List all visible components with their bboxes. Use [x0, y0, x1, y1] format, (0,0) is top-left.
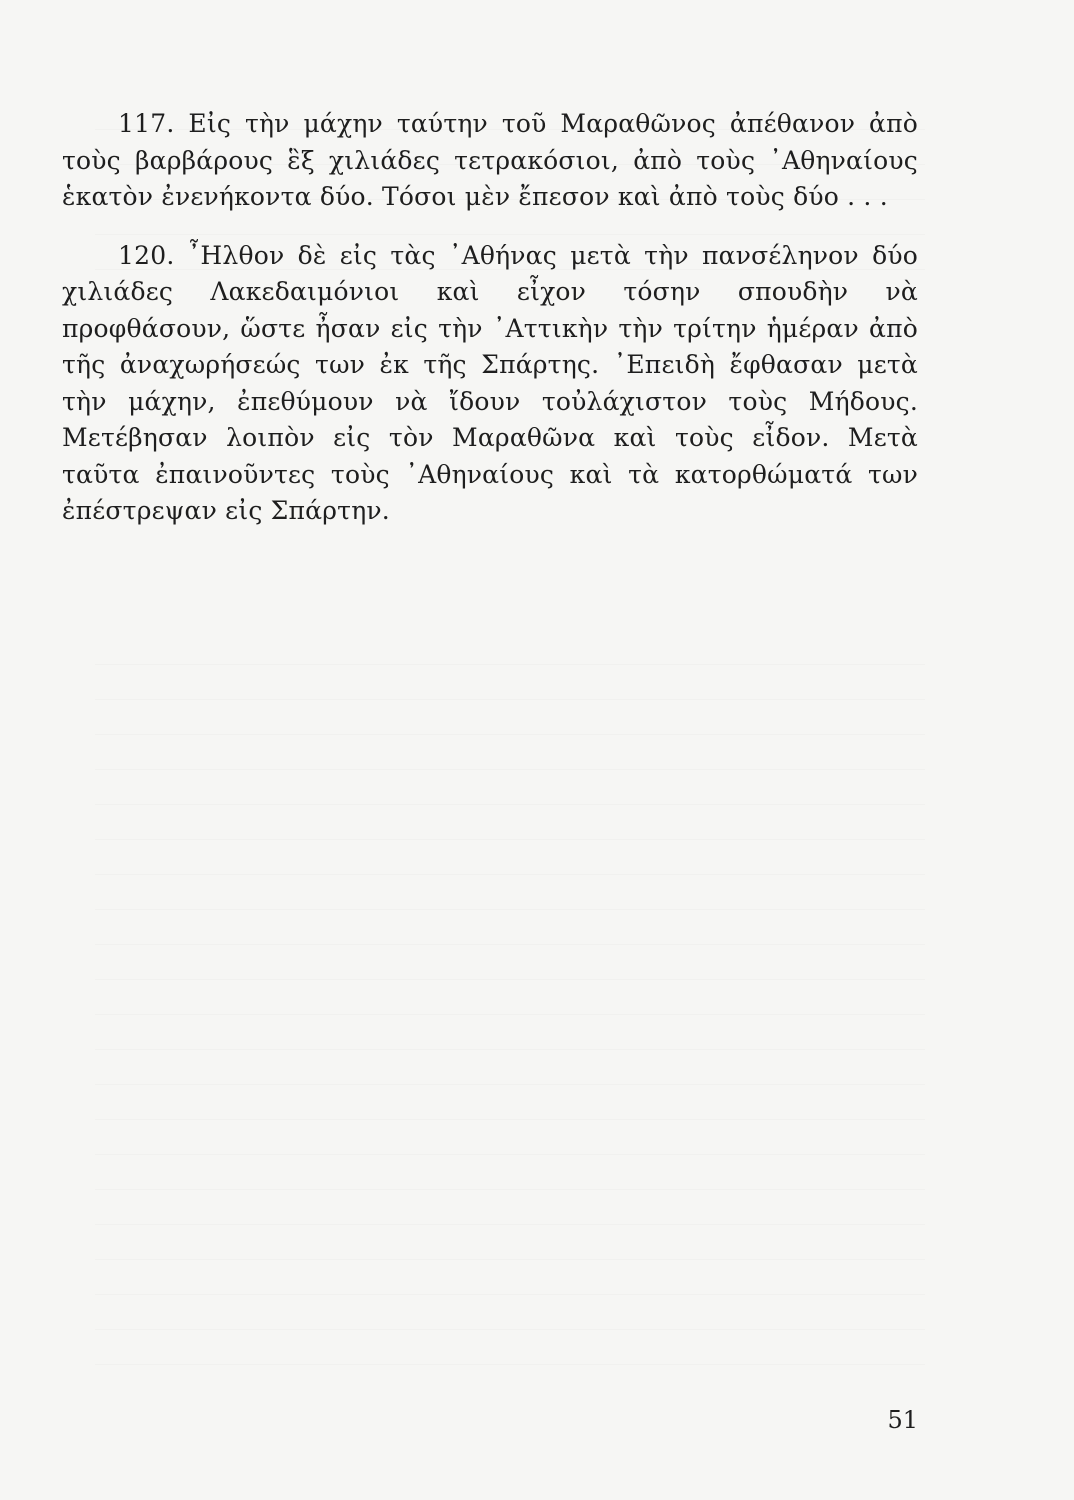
- paragraph-text: ῏Ηλθον δὲ εἰς τὰς ᾿Αθήνας μετὰ τὴν πανσέληνον δύο χιλιάδες Λακεδαιμόνιοι καὶ εἶχον τόσην σπουδὴν νὰ προφθάσουν, ὥστε ἦσαν εἰς τὴν ᾿Αττικὴν τὴν τρίτην ἡμέραν ἀπὸ τῆς ἀναχωρήσεώς των ἐκ τῆς Σπάρτης. ᾿Επειδὴ ἔφθασαν μετὰ τὴν μάχην, ἐπεθύμουν νὰ ἴδουν τοὐλάχιστον τοὺς Μήδους. Μετέβησαν λοιπὸν εἰς τὸν Μαραθῶνα καὶ τοὺς εἶδον. Μετὰ ταῦτα ἐπαινοῦντες τοὺς ᾿Αθηναίους καὶ τὰ κατορθώματά των ἐπέστρεψαν εἰς Σπάρτην.: [62, 240, 918, 525]
- paragraph-117: [62, 106, 918, 216]
- bleed-through-body: [95, 630, 925, 1390]
- paragraph-number: 120.: [118, 240, 175, 270]
- page-number: 51: [887, 1406, 918, 1434]
- paragraph-120: [62, 238, 918, 530]
- paragraph-number: 117.: [118, 109, 175, 138]
- body-text: [62, 106, 918, 530]
- paragraph-text: Εἰς τὴν μάχην ταύτην τοῦ Μαραθῶνος ἀπέθανον ἀπὸ τοὺς βαρβάρους ἓξ χιλιάδες τετρακόσιοι, ἀπὸ τοὺς ᾿Αθηναίους ἑκατὸν ἐνενήκοντα δύο. Τόσοι μὲν ἔπεσον καὶ ἀπὸ τοὺς δύο . . .: [62, 109, 919, 211]
